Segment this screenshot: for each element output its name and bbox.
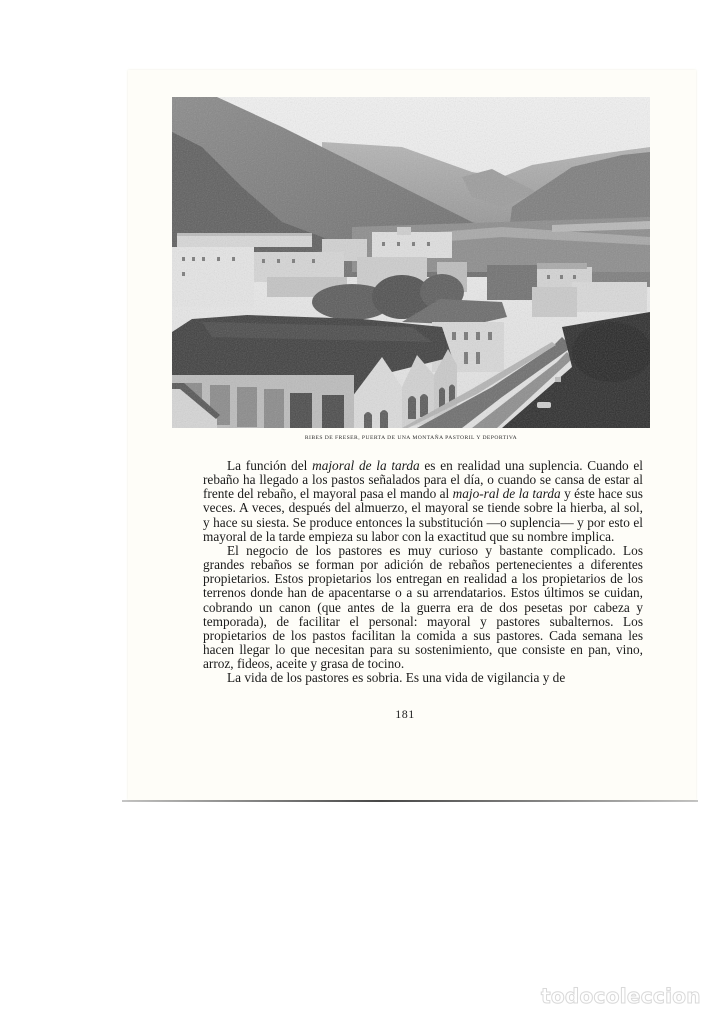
- paragraph: [203, 544, 643, 671]
- italic-term: majo-ral de la tarda: [452, 486, 561, 502]
- text-run: es en realidad una suplencia. Cuando el rebaño ha llegado a los pastos señalados para el día, o cuando se cansa de estar al frente del rebaño, el mayoral pasa el mando al: [203, 458, 643, 502]
- paragraph: [203, 671, 643, 685]
- italic-term: majoral de la tarda: [312, 458, 420, 473]
- text-run: y éste hace sus veces. A veces, después del almuerzo, el mayoral se tiende sobre la hierba, al sol, y hace su siesta. Se produce entonces la substitución —o suplencia— y por esto el mayoral de la tarde empieza su labor con la exactitud que su nombre implica.: [203, 486, 643, 544]
- page-bottom-edge: [122, 800, 698, 802]
- watermark-logo: todocoleccion: [541, 984, 701, 1008]
- text-run: La función del: [227, 458, 313, 473]
- page-number: 181: [395, 707, 415, 721]
- photo-caption: RIBES DE FRESER, PUERTA DE UNA MONTAÑA PASTORIL Y DEPORTIVA: [304, 435, 518, 441]
- paragraph: [203, 459, 643, 544]
- text-run: El negocio de los pastores es muy curioso y bastante complicado. Los grandes rebaños se forman por adición de rebaños pertenecientes a diferentes propietarios. Estos propietarios los entregan en realidad a los propietarios de los terrenos donde han de apacentarse o a su arrendatarios. Estos últimos se cuidan, cobrando un canon (que antes de la guerra era de dos pesetas por cabeza y temporada), de facilitar el personal: mayoral y pastores subalternos. Los propietarios de los pastos facilitan la comida a sus pastores. Cada semana les hacen llegar lo que necesitan para su sostenimiento, que consiste en pan, vino, arroz, fideos, aceite y grasa de tocino.: [203, 542, 643, 672]
- body-text: [203, 459, 643, 686]
- town-photograph: [172, 97, 650, 428]
- text-run: La vida de los pastores es sobria. Es una vida de vigilancia y de: [227, 670, 566, 686]
